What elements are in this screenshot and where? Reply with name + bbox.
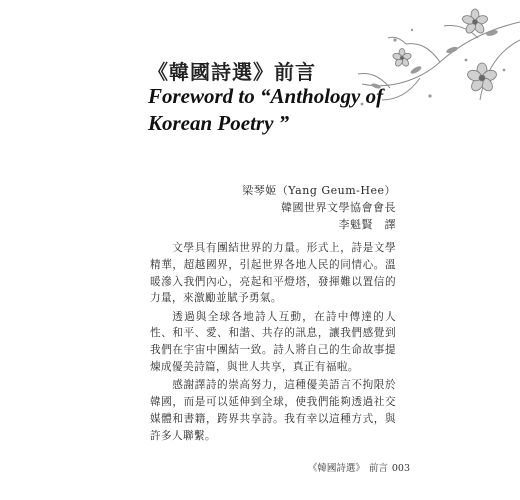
translator-credit: 李魁賢 譯 xyxy=(338,218,396,231)
title-chinese: 《韓國詩選》前言 xyxy=(148,60,316,84)
author-position: 韓國世界文學協會會長 xyxy=(281,201,396,214)
paragraph: 感謝譯詩的崇高努力，這種優美語言不拘限於韓國，而是可以延伸到全球，使我們能夠透過社交媒體和書籍，跨界共享詩。我有幸以這種方式，與許多人聯繫。 xyxy=(150,379,396,442)
title-english: Foreword to “Anthology of Korean Poetry ” xyxy=(148,84,384,135)
footer-section: 前言 xyxy=(368,463,388,474)
credits xyxy=(150,182,396,233)
paragraph: 文學具有團結世界的力量。形式上，詩是文學精華，超越國界，引起世界各地人民的同情心。溫暖滲入我們內心，亮起和平燈塔，發揮難以置信的力量，來激勵並賦予勇氣。 xyxy=(150,242,396,305)
footer-book-title: 《韓國詩選》 xyxy=(307,463,365,474)
author-name: 梁琴姬（Yang Geum-Hee） xyxy=(242,184,396,197)
page-footer xyxy=(280,460,410,474)
body-text xyxy=(150,240,396,446)
page-number: 003 xyxy=(391,463,410,474)
paragraph: 透過與全球各地詩人互動，在詩中傳達的人性、和平、愛、和諧、共存的訊息，讓我們感覺到我們在宇宙中團結一致。詩人將自己的生命故事提煉成優美詩篇，與世人共享，真正有福啦。 xyxy=(150,310,396,374)
